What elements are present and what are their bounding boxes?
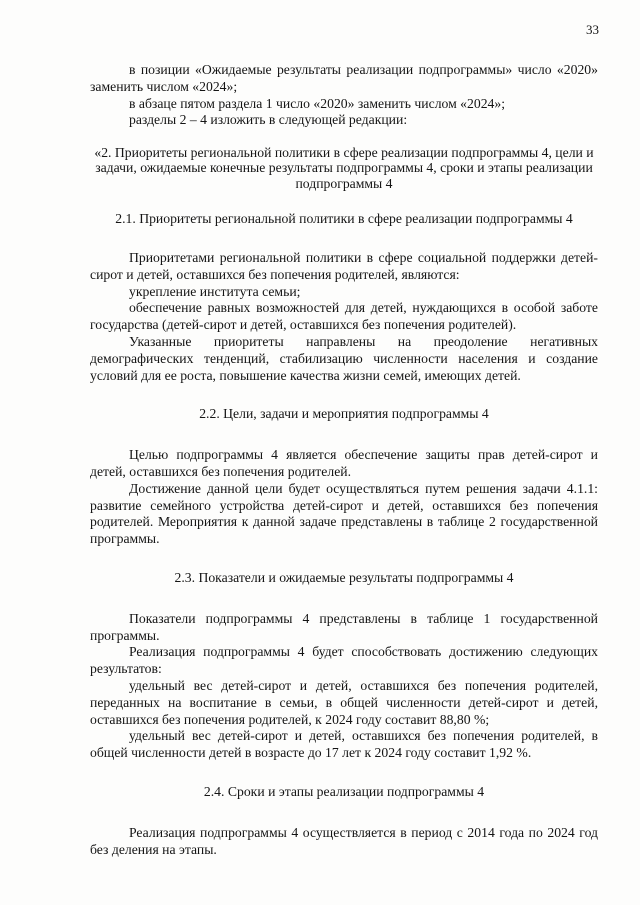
section-2-1-heading: 2.1. Приоритеты региональной политики в сфере реализации подпрограммы 4 [115, 210, 573, 226]
intro-paragraph-2: в абзаце пятом раздела 1 число «2020» заменить числом «2024»; [129, 95, 506, 111]
intro-paragraph-3: разделы 2 – 4 изложить в следующей редакции: [129, 112, 408, 128]
page-number: 33 [586, 22, 599, 37]
section-2-3-paragraph-2: Реализация подпрограммы 4 будет способствовать достижению следующих результатов: [90, 644, 598, 677]
section-2-2-paragraph-1: Целью подпрограммы 4 является обеспечение защиты прав детей-сирот и детей, оставшихся без попечения родителей. [90, 447, 598, 479]
section-2-1-paragraph-1: Приоритетами региональной политики в сфере социальной поддержки детей-сирот и детей, оставшихся без попечения родителей, являются: [90, 250, 598, 282]
section-2-4-paragraph-1: Реализация подпрограммы 4 осуществляется в период с 2014 года по 2024 год без деления на этапы. [90, 824, 598, 857]
section-2-3-paragraph-1: Показатели подпрограммы 4 представлены в таблице 1 государственной программы. [90, 610, 598, 643]
section-2-1-paragraph-4: Указанные приоритеты направлены на преодоление негативных демографических тенденций, стабилизацию численности населения и создание условий для ее роста, повышение качества жизни семей, имеющих детей. [90, 333, 598, 383]
section-2-2-heading: 2.2. Цели, задачи и мероприятия подпрограммы 4 [199, 406, 489, 422]
section-2-3-heading: 2.3. Показатели и ожидаемые результаты подпрограммы 4 [174, 569, 514, 585]
document-body [90, 62, 598, 858]
section-2-2-paragraph-2: Достижение данной цели будет осуществляться путем решения задачи 4.1.1: развитие семейного устройства детей-сирот и детей, оставшихся без попечения родителей. Мероприятия к данной задаче представлены в таблице 2 государственной программы. [90, 480, 598, 547]
section-2-4-heading: 2.4. Сроки и этапы реализации подпрограммы 4 [203, 783, 485, 799]
section-2-1-paragraph-2: укрепление института семьи; [129, 283, 301, 299]
intro-paragraph-1: в позиции «Ожидаемые результаты реализации подпрограммы» число «2020» заменить числом «2024»; [90, 62, 598, 94]
section-2-3-paragraph-4: удельный вес детей-сирот и детей, оставшихся без попечения родителей, в общей численности детей в возрасте до 17 лет к 2024 году составит 1,92 %. [90, 728, 598, 761]
section-2-1-paragraph-3: обеспечение равных возможностей для детей, нуждающихся в особой заботе государства (детей-сирот и детей, оставшихся без попечения родителей). [90, 300, 598, 333]
section-2-3-paragraph-3: удельный вес детей-сирот и детей, оставшихся без попечения родителей, переданных на воспитание в семьи, в общей численности детей-сирот и детей, оставшихся без попечения родителей, к 2024 году составит 88,80 %; [90, 677, 598, 727]
section-2-heading: «2. Приоритеты региональной политики в сфере реализации подпрограммы 4, цели и задачи, ожидаемые конечные результаты подпрограммы 4, сроки и этапы реализации подпрограммы 4 [94, 145, 594, 191]
